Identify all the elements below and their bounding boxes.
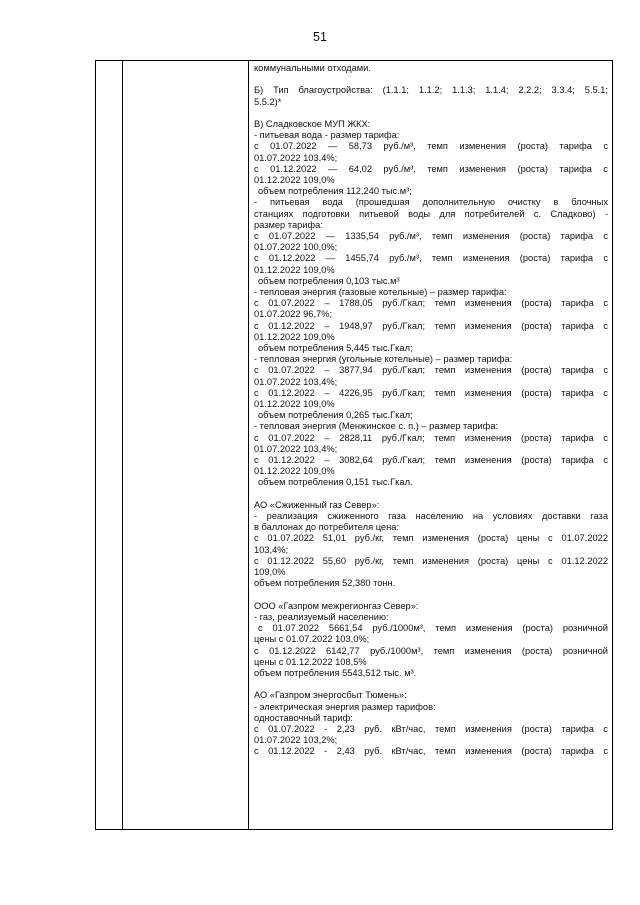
- text-line: 103,4%;: [254, 544, 289, 555]
- text-line: объем потребления 112,240 тыс.м³;: [258, 186, 412, 197]
- text-line: 109,0%: [254, 567, 286, 578]
- text-line: коммунальными отходами.: [254, 63, 371, 73]
- text-line: - тепловая энергия (угольные котельные) – размер тарифа:: [254, 354, 513, 365]
- text-line: объем потребления 5,445 тыс.Гкал;: [258, 343, 413, 354]
- text-line: с 01.07.2022 – 3877,94 руб./Гкал; темп изменения (роста) тарифа с: [254, 365, 608, 376]
- text-block: [254, 500, 608, 590]
- text-line: с 01.07.2022 5661,54 руб./1000м³, темп изменения (роста) розничной: [258, 623, 608, 634]
- text-block: [254, 63, 608, 74]
- text-line: - газ, реализуемый населению:: [254, 611, 389, 622]
- page-number: 51: [313, 30, 327, 44]
- text-line: цены с 01.12.2022 108,5%: [254, 656, 367, 667]
- text-line: - электрическая энергия размер тарифов:: [254, 701, 436, 712]
- text-line: - питьевая вода - размер тарифа:: [254, 130, 400, 141]
- text-line: объем потребления 0,265 тыс.Гкал;: [258, 410, 413, 421]
- text-line: станциях подготовки питьевой воды для потребителей с. Сладково) -: [254, 208, 608, 219]
- table: [95, 60, 613, 830]
- text-line: 01.12.2022 109,0%: [254, 466, 335, 477]
- text-line: с 01.07.2022 - 2,23 руб. кВт/час, темп изменения (роста) тарифа с: [254, 723, 608, 734]
- text-line: с 01.07.2022 — 58,73 руб./м³, темп изменения (роста) тарифа с: [254, 141, 608, 152]
- text-line: с 01.07.2022 — 1335,54 руб./м³, темп изменения (роста) тарифа с: [254, 231, 608, 242]
- text-line: АО «Газпром энергосбыт Тюмень»:: [254, 690, 407, 701]
- text-line: размер тарифа:: [254, 219, 323, 230]
- text-line: 01.12.2022 109,0%: [254, 175, 335, 185]
- text-line: АО «Сжиженный газ Север»:: [254, 499, 380, 510]
- text-line: 01.07.2022 103,4%;: [254, 376, 338, 387]
- text-line: с 01.07.2022 – 2828,11 руб./Гкал; темп изменения (роста) тарифа с: [254, 432, 608, 443]
- text-line: Б) Тип благоустройства: (1.1.1; 1.1.2; 1.1.3; 1.1.4; 2.2.2; 3.3.4; 5.5.1;: [254, 85, 608, 96]
- text-line: с 01.12.2022 - 2,43 руб. кВт/час, темп изменения (роста) тарифа с: [254, 746, 608, 757]
- text-line: одноставочный тариф:: [254, 712, 353, 723]
- text-line: объем потребления 0,151 тыс.Гкал.: [258, 477, 413, 488]
- text-block: [254, 690, 608, 757]
- text-line: 01.07.2022 103,2%;: [254, 735, 338, 746]
- text-line: с 01.12.2022 55,60 руб./кг, темп изменения (роста) цены с 01.12.2022: [254, 555, 608, 566]
- text-line: 01.12.2022 109,0%: [254, 399, 335, 410]
- text-line: объем потребления 52,380 тонн.: [254, 578, 396, 589]
- text-block: [254, 601, 608, 679]
- text-line: В) Сладковское МУП ЖКХ:: [254, 118, 371, 129]
- column-divider-2: [248, 61, 249, 829]
- text-line: с 01.12.2022 – 4226,95 руб./Гкал; темп изменения (роста) тарифа с: [254, 387, 608, 398]
- text-line: 01.07.2022 100,0%;: [254, 242, 338, 253]
- text-line: - питьевая вода (прошедшая дополнительную очистку в блочных: [254, 197, 608, 208]
- text-line: с 01.07.2022 – 1788,05 руб./Гкал; темп изменения (роста) тарифа с: [254, 298, 608, 309]
- text-line: - тепловая энергия (газовые котельные) – размер тарифа:: [254, 287, 507, 298]
- text-line: с 01.12.2022 — 64,02 руб./м³, темп изменения (роста) тарифа с: [254, 163, 608, 174]
- text-line: с 01.12.2022 – 3082,64 руб./Гкал; темп изменения (роста) тарифа с: [254, 455, 608, 466]
- text-line: 01.12.2022 109,0%: [254, 264, 335, 275]
- text-line: 01.07.2022 103,4%;: [254, 152, 338, 163]
- text-line: 01.12.2022 109,0%: [254, 331, 335, 342]
- text-line: - тепловая энергия (Менжинское с. п.) – размер тарифа:: [254, 421, 499, 432]
- text-line: - реализация сжиженного газа населению на условиях доставки газа: [254, 511, 608, 522]
- text-line: объем потребления 5543,512 тыс. м³.: [254, 667, 417, 678]
- text-line: с 01.12.2022 – 1948,97 руб./Гкал; темп изменения (роста) тарифа с: [254, 320, 608, 331]
- text-line: с 01.07.2022 51,01 руб./кг, темп изменения (роста) цены с 01.07.2022: [254, 533, 608, 544]
- text-line: с 01.12.2022 — 1455,74 руб./м³, темп изменения (роста) тарифа с: [254, 253, 608, 264]
- text-line: объем потребления 0,103 тыс.м³: [258, 275, 400, 286]
- text-line: ООО «Газпром межрегионгаз Север»:: [254, 600, 419, 611]
- description-cell: [254, 63, 608, 769]
- text-line: 01.07.2022 96,7%;: [254, 309, 333, 320]
- text-line: в баллонах до потребителя цена:: [254, 522, 399, 533]
- text-line: с 01.12.2022 6142,77 руб./1000м³, темп изменения (роста) розничной: [254, 645, 608, 656]
- text-line: 01.07.2022 103,4%;: [254, 443, 338, 454]
- text-line: 5.5.2)*: [254, 96, 282, 107]
- text-line: цены с 01.07.2022 103,0%;: [254, 634, 370, 645]
- column-divider-1: [122, 61, 123, 829]
- text-block: [254, 119, 608, 489]
- text-block: [254, 85, 608, 107]
